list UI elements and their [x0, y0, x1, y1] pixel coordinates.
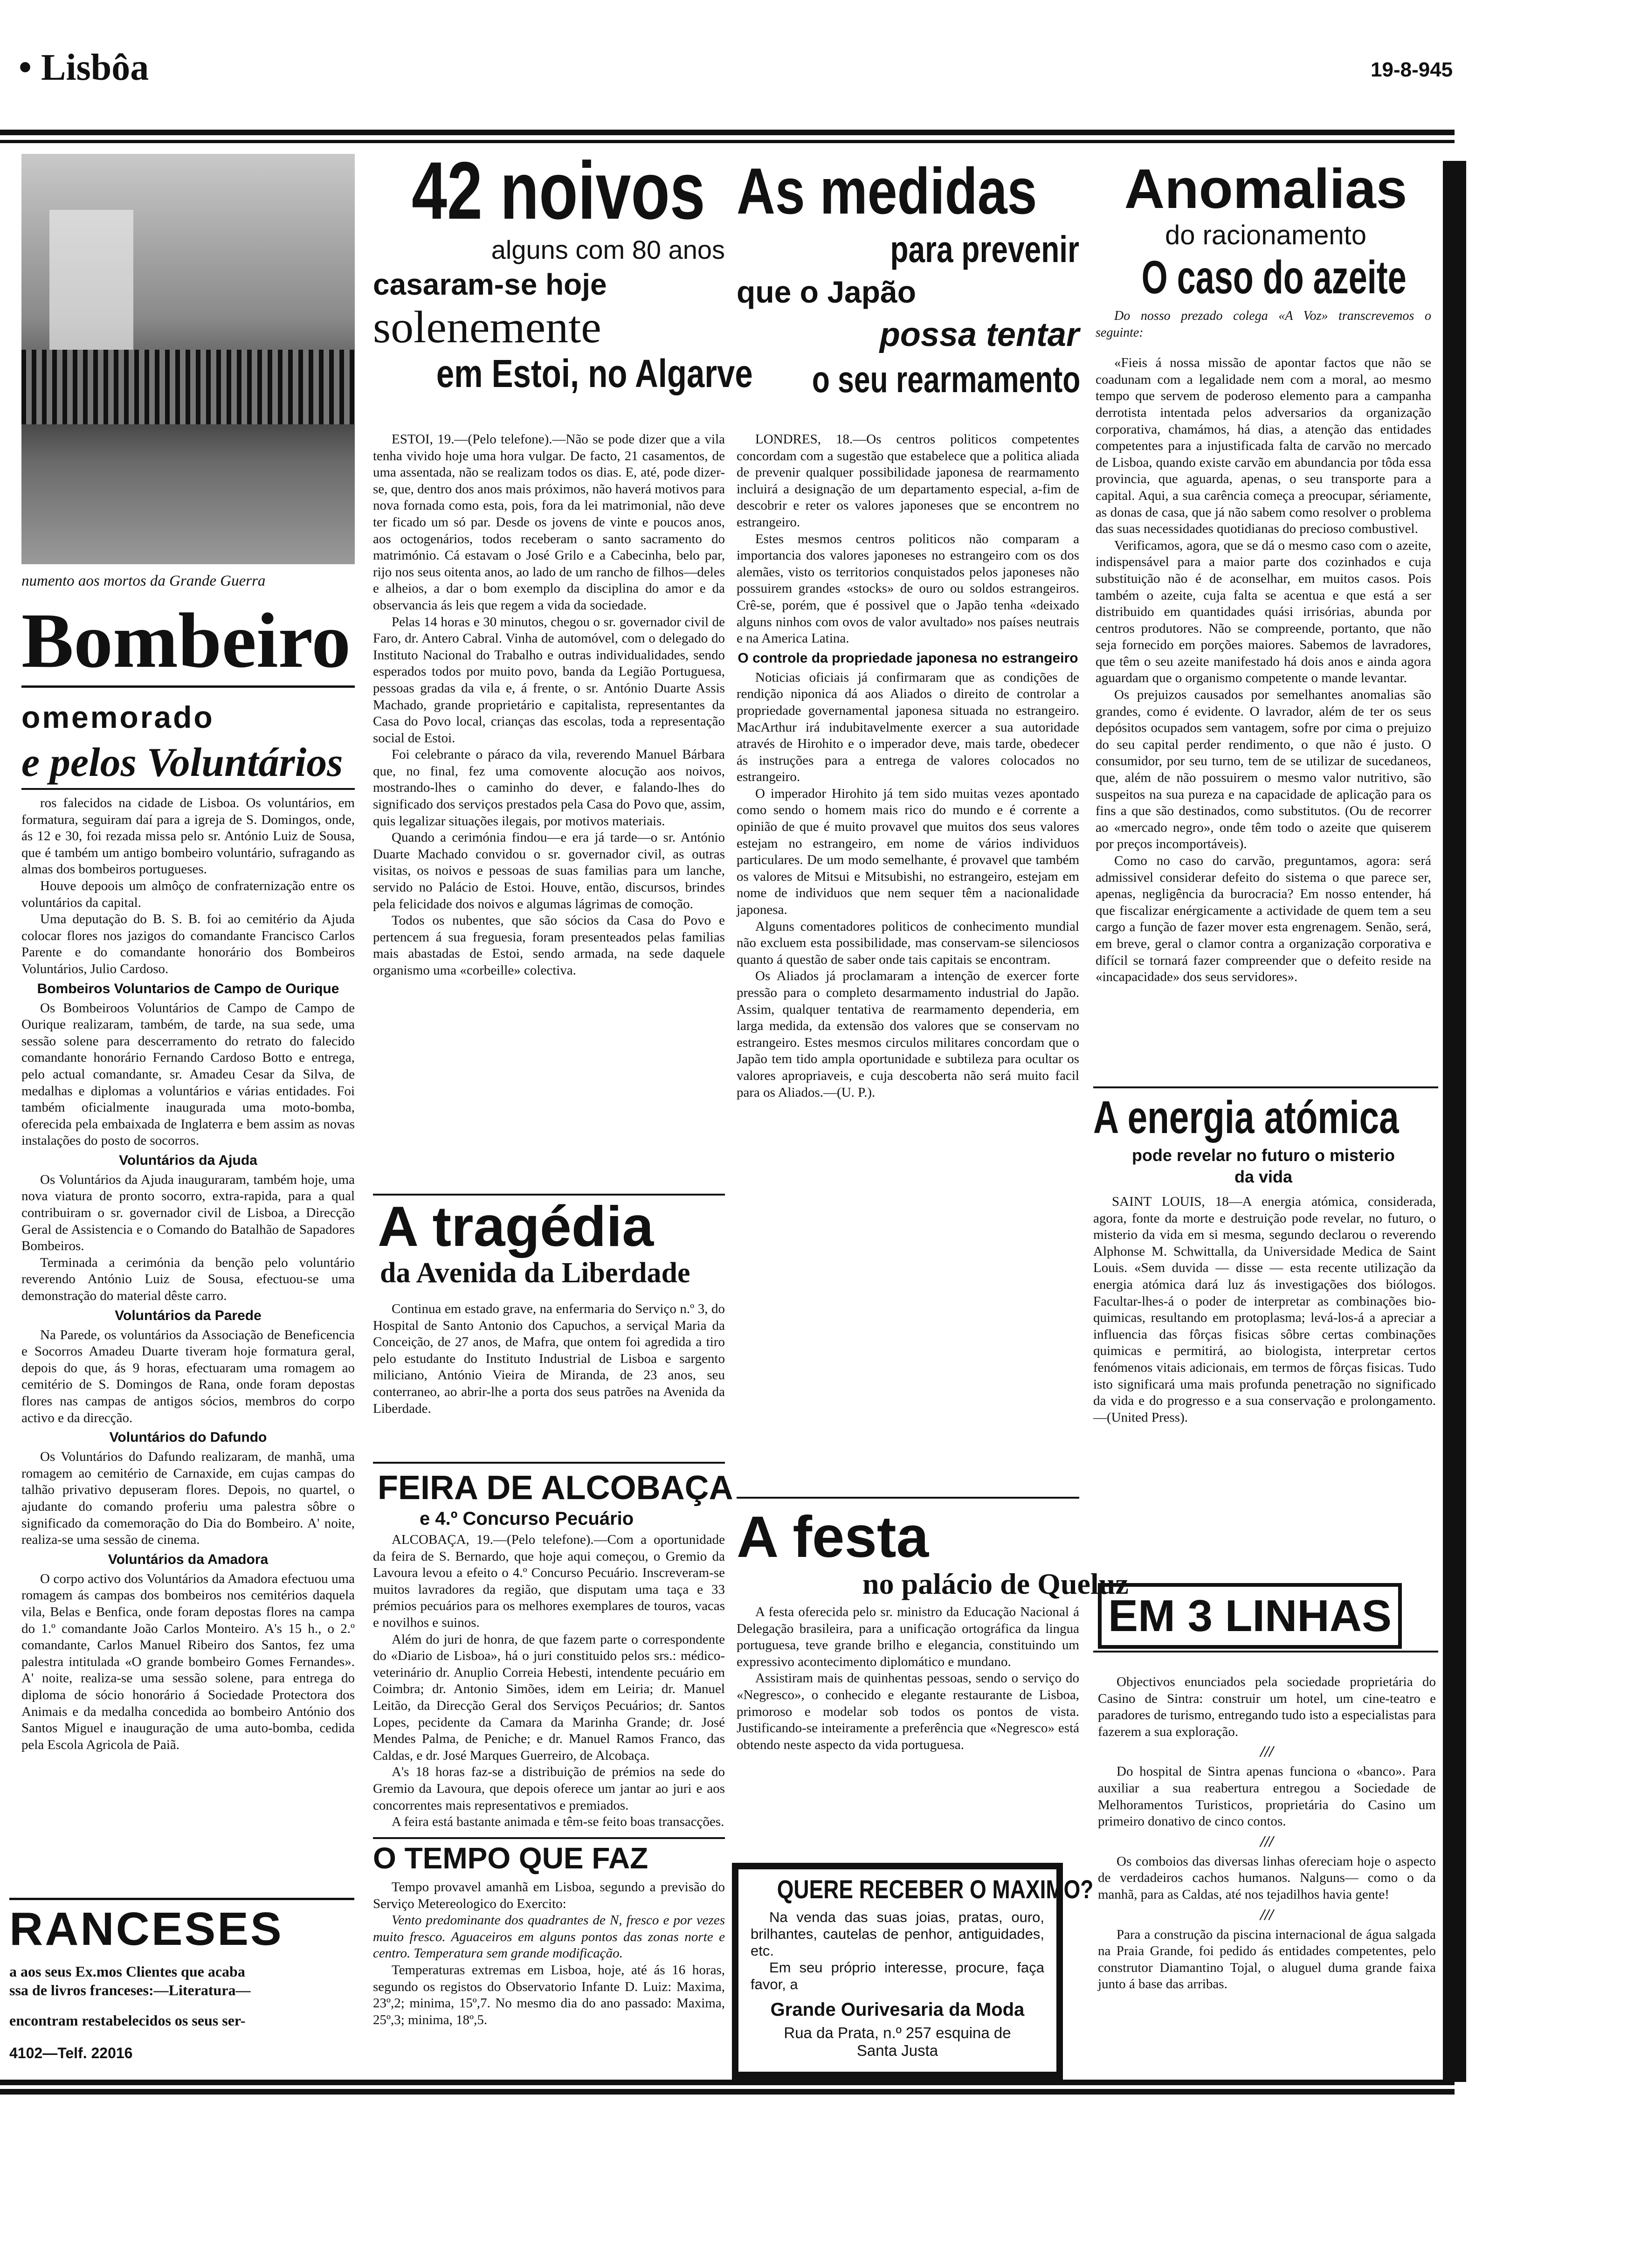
top-rule [0, 130, 1455, 135]
paragraph: SAINT LOUIS, 18—A energia atómica, considerada, agora, fonte da morte e destruição pode revelar, no futuro, o misterio da vida em si mesma, segundo declarou o reverendo Alphonse M. Schwittalla, da Universidade Medica de Saint Louis. «Sem duvida — disse — esta recente utilização da energia atómica dará luz ás investigações dos biólogos. Facultar-lhes-á o poder de interpretar as combinações bio-quimicas, resultando em protoplasma; levá-los-á a apreciar a influencia das fôrças fisicas sôbre certas combinações quimicas e permitirá, ao biologista, interpretar certos fenómenos vitais adicionais, em termos de fôrças fisicas. Tudo isto significará uma mais profunda penetração no significado da vida e do progresso e a sua conservação e prolongamento.—(United Press). [1093, 1194, 1436, 1425]
paragraphs [21, 795, 355, 978]
article-bombeiros [21, 795, 355, 1753]
ad-line: a aos seus Ex.mos Clientes que acaba [9, 1963, 245, 1980]
paragraph: Como no caso do carvão, preguntamos, agora: será admissivel considerar defeito do sistema o que parece ser, apenas, negligência da burocracia? Em nosso entender, há que fiscalizar enérgicamente a actividade de quem tem a seu cargo a função de fazer mover esta engrenagem. Senão, será, em breve, geral o clamor contra a organização corporativa e difícil se tornará fazer compreender que o defeito reside na «incapacidade» dos seus servidores». [1096, 853, 1431, 985]
paragraphs [1093, 1194, 1436, 1426]
headline-voluntarios: e pelos Voluntários [21, 740, 343, 785]
article-feira [373, 1532, 725, 1831]
headline-japao-block [737, 154, 1079, 403]
paragraph: A feira está bastante animada e têm-se feito boas transacções. [392, 1814, 724, 1830]
paragraph: Todos os nubentes, que são sócios da Casa do Povo e pertencem á sua freguesia, foram presenteados pelas familias mais abastadas de Estoi, sendo armada, na sede daquele organismo uma «corbeille» colectiva. [373, 913, 725, 978]
headline-tragedia-deck: da Avenida da Liberdade [380, 1257, 690, 1289]
paragraph: Os prejuizos causados por semelhantes anomalias são grandes, como é evidente. O lavrador, além de ter os seus depósitos ocupados sem vantagem, sofre por cima o prejuizo do seu capital perder rendimento, o que não é justo. O consumidor, por seu turno, tem de se utilizar de sucedaneos, que, além de não possuirem o mesmo valor nutritivo, são suspeitos na sua pureza e na capacidade de aplicação para os fins a que são destinados, como substitutos. (Ou de recorrer ao «mercado negro», onde têm todo o azeite que quiserem por preços incomportáveis). [1096, 687, 1431, 852]
paragraphs [373, 431, 725, 979]
paragraphs [737, 431, 1079, 647]
paragraph: Os Voluntários do Dafundo realizaram, de manhã, uma romagem ao cemitério de Carnaxide, em cujas campas do talhão privativo depuseram flores. Depois, no quartel, o ajudante do comando proferiu uma palestra sôbre o significado da comemoração do Dia do Bombeiro. A' noite, realiza-se uma sessão de cinema. [21, 1449, 355, 1548]
paragraphs [21, 1172, 355, 1305]
article-energia [1093, 1194, 1436, 1426]
headline-main: Anomalias [1124, 158, 1407, 220]
ad-address: Rua da Prata, n.º 257 esquina de Santa Justa [784, 2024, 1011, 2059]
divider [737, 1497, 1079, 1499]
article-intro: Do nosso prezado colega «A Voz» transcrevemos o seguinte: [1096, 309, 1431, 340]
headline-deck: O caso do azeite [1141, 251, 1407, 304]
ad-text: Em seu próprio interesse, procure, faça favor, a [751, 1959, 1044, 1992]
headline-noivos-block [373, 145, 753, 395]
headline-festa-deck: no palácio de Queluz [862, 1567, 1129, 1600]
article-festa [737, 1604, 1079, 1753]
headline-deck: solenemente [373, 302, 601, 353]
paragraph: Continua em estado grave, na enfermaria do Serviço n.º 3, do Hospital de Santo Antonio dos Capuchos, a serviçal Maria da Conceição, de 27 anos, de Mafra, que ontem foi agredida a tiro pelo estudante do Instituto Industrial de Lisboa e sargento miliciano, António Vieira de Miranda, de 23 anos, seu conterraneo, ao abrir-lhe a porta dos seus patrões na Avenida da Liberdade. [373, 1301, 725, 1416]
paragraph: Tempo provavel amanhã em Lisboa, segundo a previsão do Serviço Metereologico do Exercito: [373, 1880, 725, 1911]
article-noivos [373, 431, 725, 979]
article-em-3-linhas [1098, 1674, 1436, 1993]
article-tragedia [373, 1301, 725, 1417]
divider [21, 788, 355, 790]
paragraph: LONDRES, 18.—Os centros politicos competentes concordam com a sugestão que estabelece que a politica aliada de prevenir qualquer possibilidade japonesa de rearmamento incluirá a designação de um departamento especial, a-fim de descobrir e reter os valores japoneses que se encontrem no estrangeiro. [737, 432, 1079, 530]
paragraph: Verificamos, agora, que se dá o mesmo caso com o azeite, indispensável para a maior parte dos cozinhados e cuja substituição não é de aconselhar, em muitos casos. Pois também o azeite, cuja falta se acentua e que está a ser distribuido em quantidades quási irrisórias, abunda por centros produtores. Não se compreende, portanto, que não seja fornecido em porções maiores. Sabemos de lavradores, que têm o seu azeite manifestado há dois anos e ainda agora aguardam que o organismo competente o mande levantar. [1096, 538, 1431, 686]
paragraph: Assistiram mais de quinhentas pessoas, sendo o serviço do «Negresco», o conhecido e elegante restaurante de Lisboa, primoroso e modelar sob todos os pontos de vista. Justificando-se inteiramente a preferência que «Negresco» está obtendo neste aspecto da vida portuguesa. [737, 1671, 1079, 1752]
paragraphs [21, 1327, 355, 1427]
paragraph: Terminada a cerimónia da benção pelo voluntário reverendo António Luiz de Sousa, efectuou-se uma demonstração do material dêste carro. [21, 1255, 355, 1304]
paragraphs [21, 1000, 355, 1149]
ad-title: QUERE RECEBER O MAXIMO? [777, 1874, 1094, 1904]
headline-energia: A energia atómica [1093, 1092, 1399, 1143]
divider [1093, 1651, 1438, 1653]
ad-ourivesaria [732, 1863, 1094, 2082]
paragraph: ALCOBAÇA, 19.—(Pelo telefone).—Com a oportunidade da feira de S. Bernardo, que hoje aqui começou, o Gremio da Lavoura levou a efeito o 4.º Concurso Pecuário. Inscreveram-se muitos lavradores da região, que disputam uma taça e 33 prémios pecuários para os melhores exemplares de touros, vacas e novilhos e suinos. [373, 1532, 725, 1630]
bottom-rule [0, 2080, 1455, 2085]
paragraph: Os comboios das diversas linhas ofereciam hoje o aspecto de verdadeiros cachos humanos. Nalguns— como o da manhã, para as Caldas, até nos tejadilhos havia gente! [1098, 1853, 1436, 1902]
headline-deck: o seu rearmamento [812, 359, 1081, 400]
headline-deck: do racionamento [1165, 220, 1367, 250]
paragraph: Para a construção da piscina internacional de água salgada na Praia Grande, foi pedido ás entidades competentes, pelo construtor Diamantino Tojal, o aluguel duma grande faixa junto á base das arribas. [1098, 1927, 1436, 1992]
paragraph: Os Aliados já proclamaram a intenção de exercer forte pressão para o completo desarmamento industrial do Japão. Assim, qualquer tentativa de rearmamento dependeria, em larga medida, da extensão dos valores que se conservam no estrangeiro. Estes mesmos circulos militares concordam que o Japão tem tido ampla oportunidade e subtileza para ocultar os valores apropriaveis, e cuja descoberta não será muito facil para os Aliados.—(U. P.). [737, 968, 1079, 1100]
paragraph: Os Voluntários da Ajuda inauguraram, também hoje, uma nova viatura de pronto socorro, extra-rapida, para a qual contribuiram o sr. governador civil de Lisboa, a Direcção Geral de Assistencia e o Comando do Batalhão de Sapadores Bombeiros. [21, 1172, 355, 1254]
headline-deck: casaram-se hoje [373, 268, 607, 301]
article-tempo [373, 1879, 725, 2028]
right-border-bar [1443, 161, 1466, 2082]
headline-em-3-linhas: EM 3 LINHAS [1098, 1583, 1402, 1649]
paragraphs [373, 1532, 725, 1831]
ad-line: encontram restabelecidos os seus ser- [9, 2012, 246, 2029]
divider [373, 1462, 725, 1464]
paragraphs [737, 1604, 1079, 1753]
paragraphs [373, 1301, 725, 1417]
headline-deck: que o Japão [737, 275, 917, 309]
paragraph: Noticias oficiais já confirmaram que as condições de rendição niponica dá aos Aliados o direito de controlar a propriedade governamental japonesa situada no estrangeiro. MacArthur irá indubitavelmente exercer a sua autoridade através de Hirohito e o imperador deve, mais tarde, obedecer ás instruções para a entrega de valores colocados no estrangeiro. [737, 670, 1079, 785]
paragraph: A's 18 horas faz-se a distribuição de prémios na sede do Gremio da Lavoura, que depois oferece um jantar ao juri e aos concorrentes mais representativos e premiados. [373, 1764, 725, 1813]
headline-tempo: O TEMPO QUE FAZ [373, 1841, 648, 1875]
paragraph: Pelas 14 horas e 30 minutos, chegou o sr. governador civil de Faro, dr. Antero Cabral. Vinha de automóvel, com o delegado do Instituto Nacional do Trabalho e outras individualidades, sendo esperados todos por muito povo, banda da Legião Portuguesa, pessoas gradas da vila e, á frente, o sr. António Duarte Assis Machado, grande proprietário e capitalista, representantes da Casa do Povo local, crianças das escolas, toda a representação social de Estoi. [373, 614, 725, 746]
article-azeite [1096, 308, 1431, 986]
headline-comemorado: omemorado [21, 700, 214, 734]
ad-phone: 4102—Telf. 22016 [9, 2045, 133, 2061]
paragraph: Temperaturas extremas em Lisboa, hoje, até ás 16 horas, segundo os registos do Observatorio Infante D. Luiz: Maxima, 23º,2; minima, 15º,7. No mesmo dia do ano passado: Maxima, 25º,3; minima, 18º,5. [373, 1962, 725, 2027]
paragraphs [1096, 355, 1431, 986]
paragraph: Do hospital de Sintra apenas funciona o «banco». Para auxiliar a sua reabertura entregou a Sociedade de Melhoramentos Turisticos, proprietária do Casino um primeiro donativo de cinco contos. [1098, 1764, 1436, 1829]
headline-deck: para prevenir [890, 228, 1079, 270]
ad-line: ssa de livros franceses:—Literatura— [9, 1982, 251, 1998]
paragraph: Além do juri de honra, de que fazem parte o correspondente do «Diario de Lisboa», há o juri constituido pelos srs.: médico-veterinário dr. Anuplio Correia Hebesti, intendente pecuário em Coimbra; dr. Antonio Simões, idem em Leiria; dr. Manuel Leitão, da Direcção Geral dos Serviços Pecuários; dr. Santos Lopes, pecidente da Camara da Marinha Grande; dr. José Mendes Palma, de Peniche; e dr. Manuel Ramos Franco, das Caldas, e dr. José Marques Guerreiro, de Alcobaça. [373, 1632, 725, 1763]
subhead: Voluntários do Dafundo [109, 1430, 267, 1445]
separator: /// [1260, 1832, 1274, 1850]
paragraphs [21, 1571, 355, 1754]
separator: /// [1260, 1743, 1274, 1761]
paragraph: Os Bombeiroos Voluntários de Campo de Campo de Ourique realizaram, também, de tarde, na sua sede, uma sessão solene para descerramento do retrato do falecido comandante honorário Fernando Cardoso Botto e entrega, pelo actual comandante, sr. Amadeu Cesar da Silva, de medalhas e diplomas a voluntários e várias entidades. Foi também oficialmente inaugurada uma moto-bomba, oferecida pela embaixada de Inglaterra e bem assim as novas instalações do posto de socorros. [21, 1000, 355, 1148]
photo-caption: numento aos mortos da Grande Guerra [21, 573, 266, 589]
subhead: Voluntários da Ajuda [119, 1152, 257, 1168]
section-title: • Lisbôa [19, 47, 149, 88]
paragraph: ros falecidos na cidade de Lisboa. Os voluntários, em formatura, seguiram daí para a igreja de S. Domingos, onde, ás 12 e 30, foi rezada missa pelo sr. António Luiz de Sousa, que é também um antigo bombeiro voluntário, sufragando as almas dos bombeiros portugueses. [21, 795, 355, 877]
headline-tragedia: A tragédia [378, 1195, 654, 1258]
headline-main: 42 noivos [412, 145, 705, 236]
bottom-rule-2 [0, 2089, 1455, 2095]
headline-deck: alguns com 80 anos [491, 235, 725, 264]
paragraphs [21, 1449, 355, 1549]
headline-main: As medidas [737, 154, 1037, 228]
paragraph: Na Parede, os voluntários da Associação de Beneficencia e Socorros Amadeu Duarte tiveram hoje formatura geral, depois do que, ás 9 horas, efectuaram uma romagem ao cemitério de S. Domingos de Rana, onde foram depostas flores nas campas de antigos sócios, membros do corpo activo e da direcção. [21, 1327, 355, 1425]
divider [21, 685, 355, 688]
article-japao [737, 431, 1079, 1101]
paragraph: Estes mesmos centros politicos não comparam a importancia dos valores japoneses no estrangeiro com os dos alemães, visto os territorios conquistados pelos japoneses não possuirem grandes «stocks» de ouro ou soldos estrangeiros. Crê-se, porém, que é possivel que o Japão tenha «deixado alguns ninhos com ovos de valor avultado» nos países neutrais e na America Latina. [737, 531, 1079, 646]
subhead: Voluntários da Parede [115, 1307, 262, 1323]
ad-text: Na venda das suas joias, pratas, ouro, brilhantes, cautelas de penhor, antiguidades, etc. [751, 1909, 1044, 1959]
paragraph: «Fieis á nossa missão de apontar factos que não se coadunam com a legalidade nem com a moral, ao mesmo tempo que servem de poderoso elemento para a campanha derrotista intentada pelos adversarios da organização corporativa, chamámos, há dias, a atenção das entidades competentes para a injustificada falta de carvão no mercado de Lisboa, quando existe carvão em abundancia por tôda essa provincia, que aguarda, apenas, o seu transporte para a capital. Aqui, a sua carência começa a preocupar, sériamente, as donas de casa, que já não sabem como resolver o problema das suas necessidades quotidianas do precioso combustivel. [1096, 355, 1431, 537]
headline-feira-deck: e 4.º Concurso Pecuário [420, 1508, 634, 1529]
subhead: O controle da propriedade japonesa no estrangeiro [738, 650, 1078, 666]
paragraph: Uma deputação do B. S. B. foi ao cemitério da Ajuda colocar flores nos jazigos do comandante Francisco Carlos Parente e do comandante honorário dos Bombeiros Voluntários, Julio Cardoso. [21, 912, 355, 976]
monument-photo [21, 154, 355, 564]
paragraph: Vento predominante dos quadrantes de N, fresco e por vezes muito fresco. Aguaceiros em alguns pontos das zonas norte e centro. Temperatura sem grande modificação. [373, 1913, 725, 1961]
section-name: Lisbôa [41, 47, 149, 88]
paragraph: ESTOI, 19.—(Pelo telefone).—Não se pode dizer que a vila tenha vivido hoje uma hora vulgar. De facto, 21 casamentos, de uma assentada, não se realizam todos os dias. E, até, pode dizer-se, que, dentro dos anos mais próximos, não haverá motivos para nova fornada como esta, pois, fora da lei matrimonial, não deve ter ficado um só par. Desde os jovens de vinte e poucos anos, aos octogenários, todos receberam o santo sacramento do matrimónio. Cá estavam o José Grilo e a Cabecinha, belo par, rijo nos seus oitenta anos, ao lado de um rancho de filhos—deles e alheios, a dar o bom exemplo da disciplina do amor e da observancia ás leis que regem a vida da sociedade. [373, 432, 725, 613]
divider [9, 1898, 354, 1900]
headline-feira: FEIRA DE ALCOBAÇA [378, 1469, 733, 1507]
headline-azeite-block [1093, 159, 1438, 303]
ad-ranceses-title: RANCESES [9, 1903, 283, 1955]
headline-festa: A festa [737, 1505, 929, 1570]
divider [1093, 1086, 1438, 1088]
headline-deck: possa tentar [879, 316, 1079, 353]
subhead: Bombeiros Voluntarios de Campo de Ourique [37, 981, 339, 996]
paragraph: A festa oferecida pelo sr. ministro da Educação Nacional á Delegação brasileira, para a unificação ortográfica da lingua portuguesa, teve grande brilho e elegancia, constituindo um expressivo acontecimento diplomático e mundano. [737, 1604, 1079, 1669]
subhead: Voluntários da Amadora [108, 1551, 269, 1567]
paragraph: Foi celebrante o páraco da vila, reverendo Manuel Bárbara que, no final, fez uma comovente alocução aos noivos, mostrando-lhes o caminho do dever, e falando-lhes do significado dos serviços prestados pela Casa do Povo que, assim, quis legalizar situações ilegais, por motivos materiais. [373, 747, 725, 829]
headline-bombeiro: Bombeiro [21, 597, 351, 684]
paragraphs [737, 670, 1079, 1101]
headline-energia-deck: pode revelar no futuro o misterio da vida [1131, 1146, 1395, 1186]
ad-shop-name: Grande Ourivesaria da Moda [770, 1999, 1025, 2020]
paragraph: Houve depoois um almôço de confraternização entre os voluntários da capital. [21, 878, 355, 910]
top-rule-thin [0, 140, 1455, 143]
paragraph: Quando a cerimónia findou—e era já tarde—o sr. António Duarte Machado convidou o sr. governador civil, as outras visitas, os noivos e pessoas de suas familias para um lanche, servido no Palácio de Estoi. Houve, então, discursos, brindes pela felicidade dos noivos e algumas lágrimas de comoção. [373, 830, 725, 912]
separator: /// [1260, 1906, 1274, 1923]
paragraph: O imperador Hirohito já tem sido muitas vezes apontado como sendo o homem mais rico do mundo e é corrente a opinião de que é muito provavel que muitos dos seus valores estejam no estrangeiro, em nome de vários individuos particulares. De um modo semelhante, é provavel que também os valores de Mitsui e Mitsubishi, no estrangeiro, estejam em nome de individuos que nem sequer têm a nacionalidade japonesa. [737, 786, 1079, 918]
paragraph: O corpo activo dos Voluntários da Amadora efectuou uma romagem ás campas dos bombeiros nos cemitérios daquela vila, Belas e Benfica, onde foram depostas flores na campa do 1.º comandante João Carlos Monteiro. A's 15 h., o 2.º comandante, Carlos Manuel Ribeiro dos Santos, fez uma palestra intitulada «O grande bombeiro Gomes Fernandes». A' noite, realiza-se uma sessão solene, para entrega do diploma de sócio honorário á Sociedade Protectora dos Animais e da medalha concedida ao bombeiro António dos Santos Miguel e inauguração de uma auto-bomba, cedida pela Escola Agricola de Paiã. [21, 1571, 355, 1752]
headline-deck: em Estoi, no Algarve [436, 352, 753, 395]
paragraph: Alguns comentadores politicos de conhecimento mundial não excluem esta possibilidade, mas conservam-se silenciosos quanto á questão de saber onde tais capitais se encontram. [737, 919, 1079, 967]
divider [373, 1837, 725, 1839]
issue-date: 19-8-945 [1371, 58, 1453, 81]
paragraph: Objectivos enunciados pela sociedade proprietária do Casino de Sintra: construir um hotel, um cine-teatro e paradores de turismo, entregando tudo isto a especialistas para fazerem a sua exploração. [1098, 1674, 1436, 1739]
